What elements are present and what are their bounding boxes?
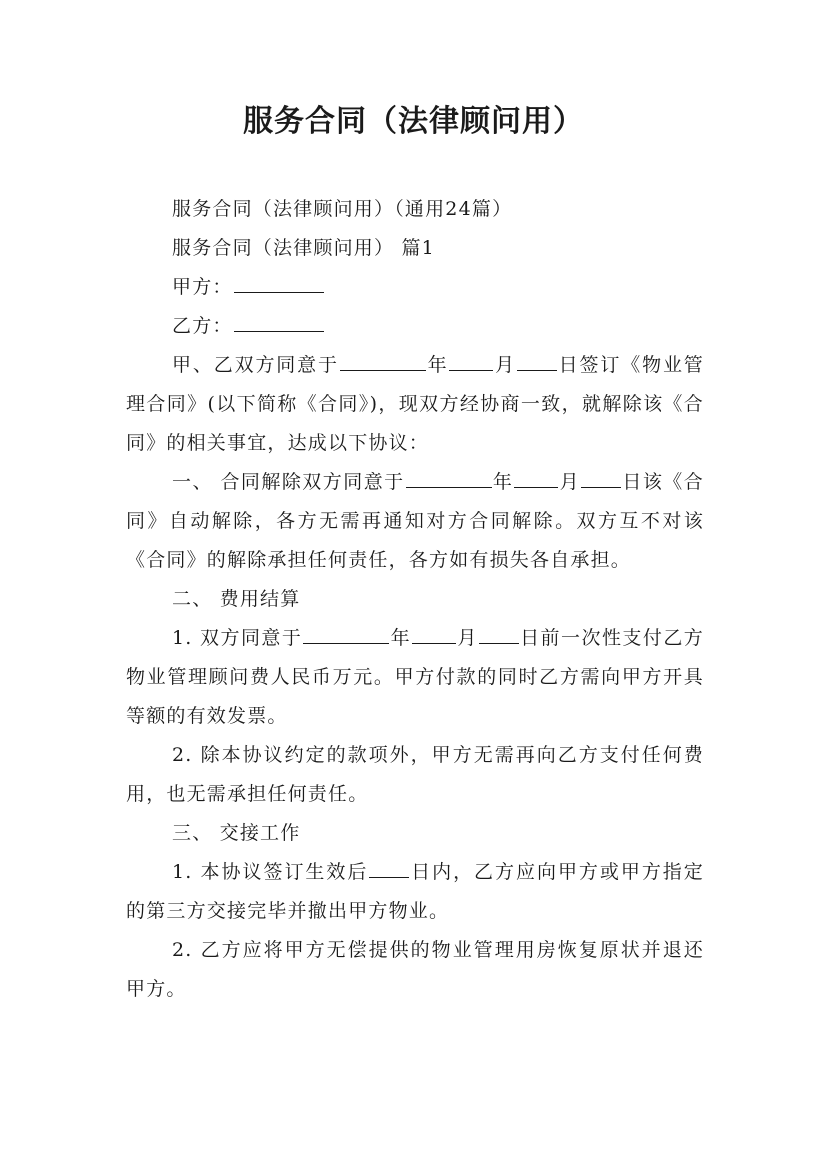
paragraph-text: 日该《合同》自动解除，各方无需再通知对方合同解除。双方互不对该《合同》的解除承担任何责任，各方如有损失各自承担。 (126, 471, 704, 571)
month-blank (412, 619, 456, 644)
paragraph-text: 月 (494, 354, 516, 376)
paragraph-text: 2. 乙方应将甲方无偿提供的物业管理用房恢复原状并退还甲方。 (126, 939, 704, 1000)
paragraph-clause-2-1 (126, 619, 704, 736)
paragraph-clause-1 (126, 463, 704, 580)
days-blank (369, 853, 409, 878)
paragraph-text: 年 (426, 354, 449, 376)
day-blank (581, 463, 621, 488)
document-body (126, 190, 704, 1009)
paragraph-clause-3-1 (126, 853, 704, 931)
paragraph-clause-3-heading (126, 814, 704, 853)
year-blank (406, 463, 492, 488)
year-blank (303, 619, 389, 644)
document-title: 服务合同（法律顾问用） (243, 104, 584, 139)
day-blank (517, 346, 557, 371)
paragraph-text: 服务合同（法律顾问用） 篇1 (172, 237, 435, 259)
paragraph-text: 2. 除本协议约定的款项外，甲方无需再向乙方支付任何费用，也无需承担任何责任。 (126, 744, 704, 805)
paragraph-text: 1. 本协议签订生效后 (172, 861, 369, 883)
month-blank (514, 463, 558, 488)
party-a-blank (234, 268, 324, 293)
paragraph-section-heading (126, 229, 704, 268)
day-blank (479, 619, 519, 644)
paragraph-subtitle (126, 190, 704, 229)
month-blank (449, 346, 493, 371)
paragraph-text: 日内，乙方应向甲方或甲方指定的第三方交接完毕并撤出甲方物业。 (126, 861, 704, 922)
year-blank (340, 346, 426, 371)
paragraph-text: 月 (559, 471, 581, 493)
paragraph-text: 一、 合同解除双方同意于 (172, 471, 405, 493)
paragraph-text: 日前一次性支付乙方物业管理顾问费人民币万元。甲方付款的同时乙方需向甲方开具等额的有效发票。 (126, 627, 704, 727)
paragraph-text: 日签订《物业管理合同》(以下简称《合同》)，现双方经协商一致，就解除该《合同》的相关事宜，达成以下协议： (126, 354, 705, 454)
paragraph-text: 甲、乙双方同意于 (172, 354, 339, 376)
paragraph-text: 年 (390, 627, 412, 649)
paragraph-text: 二、 费用结算 (172, 588, 301, 610)
party-b-blank (234, 307, 324, 332)
paragraph-text: 月 (457, 627, 478, 649)
paragraph-clause-2-2 (126, 736, 704, 814)
paragraph-text: 三、 交接工作 (172, 822, 301, 844)
paragraph-clause-2-heading (126, 580, 704, 619)
paragraph-clause-3-2 (126, 931, 704, 1009)
paragraph-text: 1. 双方同意于 (172, 627, 303, 649)
party-a-label: 甲方： (172, 276, 233, 298)
paragraph-party-b (126, 307, 704, 346)
paragraph-agreement-intro (126, 346, 704, 463)
party-b-label: 乙方： (172, 315, 233, 337)
paragraph-party-a (126, 268, 704, 307)
paragraph-text: 服务合同（法律顾问用）（通用24篇） (172, 198, 513, 220)
paragraph-text: 年 (492, 471, 514, 493)
